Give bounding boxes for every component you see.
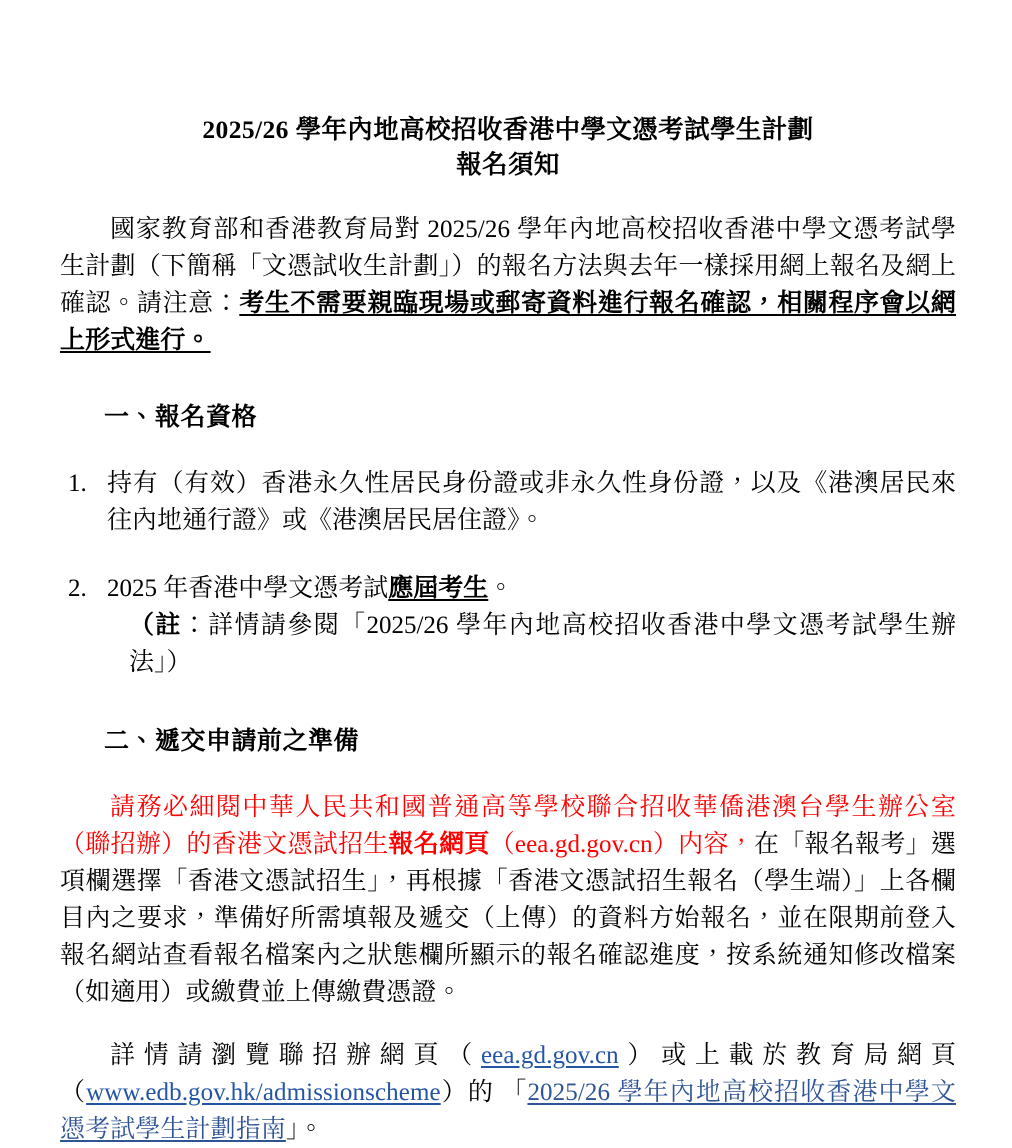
list-item-number: 2. (68, 575, 87, 602)
note-label: （註 (129, 612, 182, 639)
link-eea-gd-gov-cn[interactable]: eea.gd.gov.cn (480, 1042, 619, 1069)
list-item-text: 2025 年香港中學文憑考試 (107, 575, 389, 602)
title-line-1: 2025/26 學年內地高校招收香港中學文憑考試學生計劃 (202, 115, 814, 144)
preparation-red-url: （eea.gd.gov.cn）内容， (489, 831, 754, 858)
intro-text: 國家教育部和香港教育局對 2025/26 學年內地高校招收香港中學文憑考試學生計劃（下簡稱「文憑試收生計劃」）的報名方法與去年一樣採用網上報名及網上確認。請注意： (60, 216, 956, 317)
eligibility-list (60, 465, 956, 681)
footer-text-2: ）或上載於教育局網頁（ (60, 1042, 956, 1106)
section-heading-2: 二、遞交申請前之準備 (104, 728, 360, 755)
preparation-paragraph (60, 789, 956, 1011)
footer-text-1: 詳情請瀏覽聯招辦網頁（ (110, 1042, 481, 1069)
list-item (60, 570, 956, 681)
page-title (60, 0, 956, 182)
preparation-black-text: 在「報名報考」選項欄選擇「香港文憑試招生」，再根據「香港文憑試招生報名（學生端）」上各欄目內之要求，準備好所需填報及遞交（上傳）的資料方始報名，並在限期前登入報名網站查看報名檔案內之狀態欄所顯示的報名確認進度，按系統通知修改檔案（如適用）或繳費並上傳繳費憑證。 (60, 831, 956, 1006)
link-edb-admissionscheme[interactable]: www.edb.gov.hk/admissionscheme (86, 1079, 441, 1106)
footer-text-3: ）的 「 (440, 1079, 528, 1106)
footer-paragraph (60, 1037, 956, 1148)
list-item-suffix: 。 (488, 575, 514, 602)
preparation-red-emphasis: 報名網頁 (388, 831, 490, 858)
list-item (60, 465, 956, 539)
preparation-red-text: 請務必細閱中華人民共和國普通高等學校聯合招收華僑港澳台學生辦公室（聯招辦）的香港文憑試招生 (60, 794, 956, 858)
section-heading-1: 一、報名資格 (104, 404, 258, 431)
list-item-number: 1. (68, 470, 87, 497)
intro-paragraph (60, 211, 956, 359)
list-item-text: 持有（有效）香港永久性居民身份證或非永久性身份證，以及《港澳居民來往內地通行證》或《港澳居民居住證》。 (107, 470, 956, 534)
list-item-emphasis: 應屆考生 (388, 575, 489, 602)
link-scheme-guide[interactable]: 2025/26 學年內地高校招收香港中學文憑考試學生計劃指南 (60, 1079, 956, 1143)
intro-emphasis: 考生不需要親臨現場或郵寄資料進行報名確認，相關程序會以網上形式進行。 (60, 290, 956, 354)
footer-text-4: 」。 (285, 1116, 324, 1143)
list-item-note (107, 607, 956, 681)
note-text: ：詳情請參閱「2025/26 學年內地高校招收香港中學文憑考試學生辦法」） (129, 612, 956, 676)
title-line-2: 報名須知 (456, 150, 560, 179)
